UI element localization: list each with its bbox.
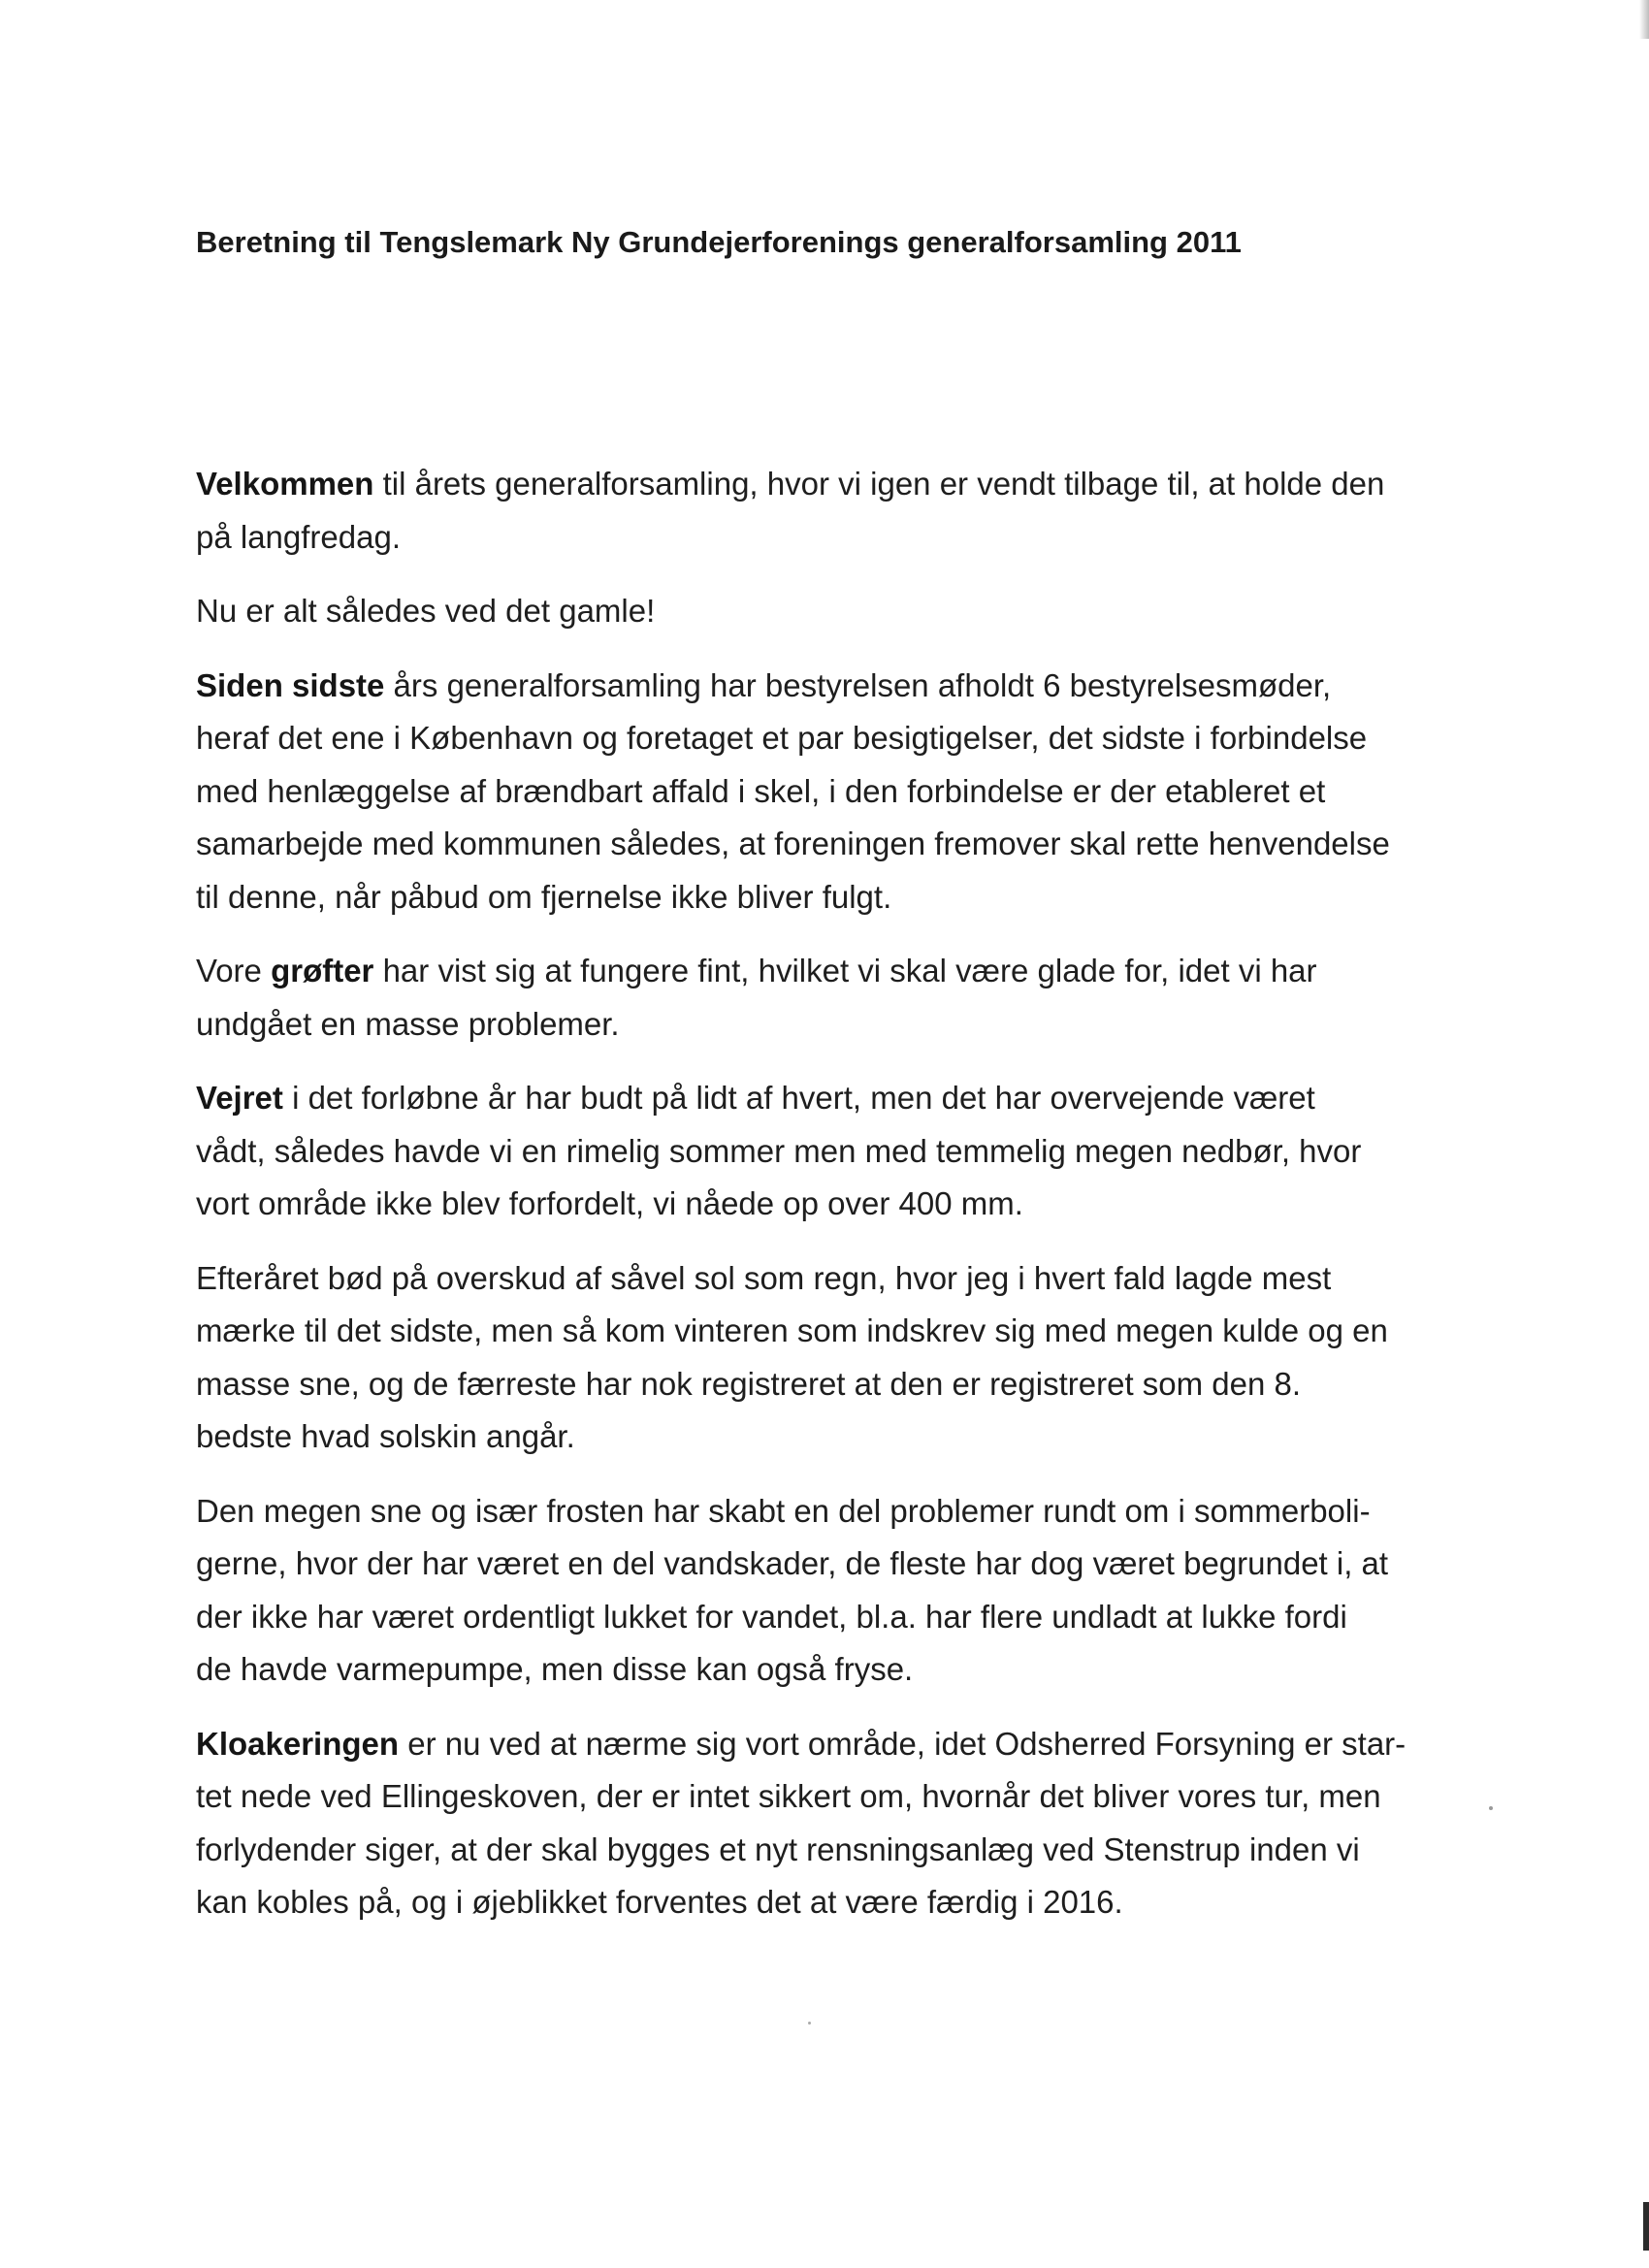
text-line: gerne, hvor der har været en del vandskader, de fleste har dog været begrundet i, at bbox=[196, 1545, 1389, 1581]
text-line bbox=[196, 1072, 1496, 1125]
text-line: vådt, således havde vi en rimelig sommer men med temmelig megen nedbør, hvor bbox=[196, 1132, 1362, 1169]
text-line: samarbejde med kommunen således, at foreningen fremover skal rette henvendelse bbox=[196, 826, 1390, 861]
paragraph-lead: Kloakeringen bbox=[196, 1725, 400, 1762]
paragraph-ditches bbox=[196, 945, 1496, 1051]
text-line: med henlæggelse af brændbart affald i skel, i den forbindelse er der etableret et bbox=[196, 772, 1326, 809]
text-line: til denne, når påbud om fjernelse ikke bliver fulgt. bbox=[196, 878, 892, 915]
text-line bbox=[196, 945, 1496, 998]
paragraph-sewerage bbox=[196, 1718, 1496, 1929]
scan-edge-mark bbox=[1639, 0, 1649, 39]
scan-edge-mark bbox=[1643, 2202, 1649, 2251]
text-line: masse sne, og de færreste har nok registreret at den er registreret som den 8. bbox=[196, 1365, 1302, 1402]
text-line: vort område ikke blev forfordelt, vi nåede op over 400 mm. bbox=[196, 1185, 1023, 1221]
text-line: forlydender siger, at der skal bygges et nyt rensningsanlæg ved Stenstrup inden vi bbox=[196, 1831, 1360, 1867]
line-text: års generalforsamling har bestyrelsen afholdt 6 bestyrelsesmøder, bbox=[384, 666, 1332, 703]
line-text: er nu ved at nærme sig vort område, idet Odsherred Forsyning er star- bbox=[399, 1725, 1406, 1762]
text-line: på langfredag. bbox=[196, 518, 402, 555]
line-text: Vore bbox=[196, 953, 272, 988]
paragraph-snow-frost bbox=[196, 1485, 1496, 1697]
line-text: har vist sig at fungere fint, hvilket vi skal være glade for, idet vi har bbox=[373, 953, 1317, 988]
text-line bbox=[196, 660, 1496, 713]
text-line: de havde varmepumpe, men disse kan også fryse. bbox=[196, 1651, 914, 1687]
line-text: til årets generalforsamling, hvor vi igen er vendt tilbage til, at holde den bbox=[373, 466, 1385, 502]
paragraph-board-meetings bbox=[196, 660, 1496, 924]
text-line bbox=[196, 458, 1496, 511]
text-line: der ikke har været ordentligt lukket for vandet, bl.a. har flere undladt at lukke fordi bbox=[196, 1598, 1347, 1635]
paragraph-lead: Velkommen bbox=[196, 466, 374, 502]
text-line: tet nede ved Ellingeskoven, der er intet sikkert om, hvornår det bliver vores tur, men bbox=[196, 1778, 1381, 1814]
text-line: bedste hvad solskin angår. bbox=[196, 1418, 575, 1454]
line-text: i det forløbne år har budt på lidt af hvert, men det har overvejende været bbox=[282, 1080, 1315, 1116]
text-line: heraf det ene i København og foretaget et par besigtigelser, det sidste i forbindelse bbox=[196, 720, 1368, 756]
text-line: Den megen sne og især frosten har skabt en del problemer rundt om i sommerboli- bbox=[196, 1492, 1371, 1529]
text-line: Nu er alt således ved det gamle! bbox=[196, 593, 656, 629]
text-line: undgået en masse problemer. bbox=[196, 1005, 620, 1042]
paragraph-lead: grøfter bbox=[271, 953, 374, 988]
scan-speck bbox=[808, 2022, 811, 2025]
text-line: Efteråret bød på overskud af såvel sol som regn, hvor jeg i hvert fald lagde mest bbox=[196, 1259, 1332, 1296]
paragraph-all-as-before bbox=[196, 585, 1496, 638]
paragraph-lead: Siden sidste bbox=[196, 666, 385, 703]
document-body bbox=[196, 458, 1496, 1951]
text-line: mærke til det sidste, men så kom vinteren som indskrev sig med megen kulde og en bbox=[196, 1312, 1388, 1348]
document-title: Beretning til Tengslemark Ny Grundejerforenings generalforsamling 2011 bbox=[196, 225, 1242, 259]
paragraph-autumn bbox=[196, 1252, 1496, 1464]
paragraph-weather bbox=[196, 1072, 1496, 1231]
paragraph-lead: Vejret bbox=[196, 1080, 283, 1116]
paragraph-welcome bbox=[196, 458, 1496, 564]
text-line: kan kobles på, og i øjeblikket forventes det at være færdig i 2016. bbox=[196, 1884, 1123, 1920]
text-line bbox=[196, 1718, 1496, 1771]
